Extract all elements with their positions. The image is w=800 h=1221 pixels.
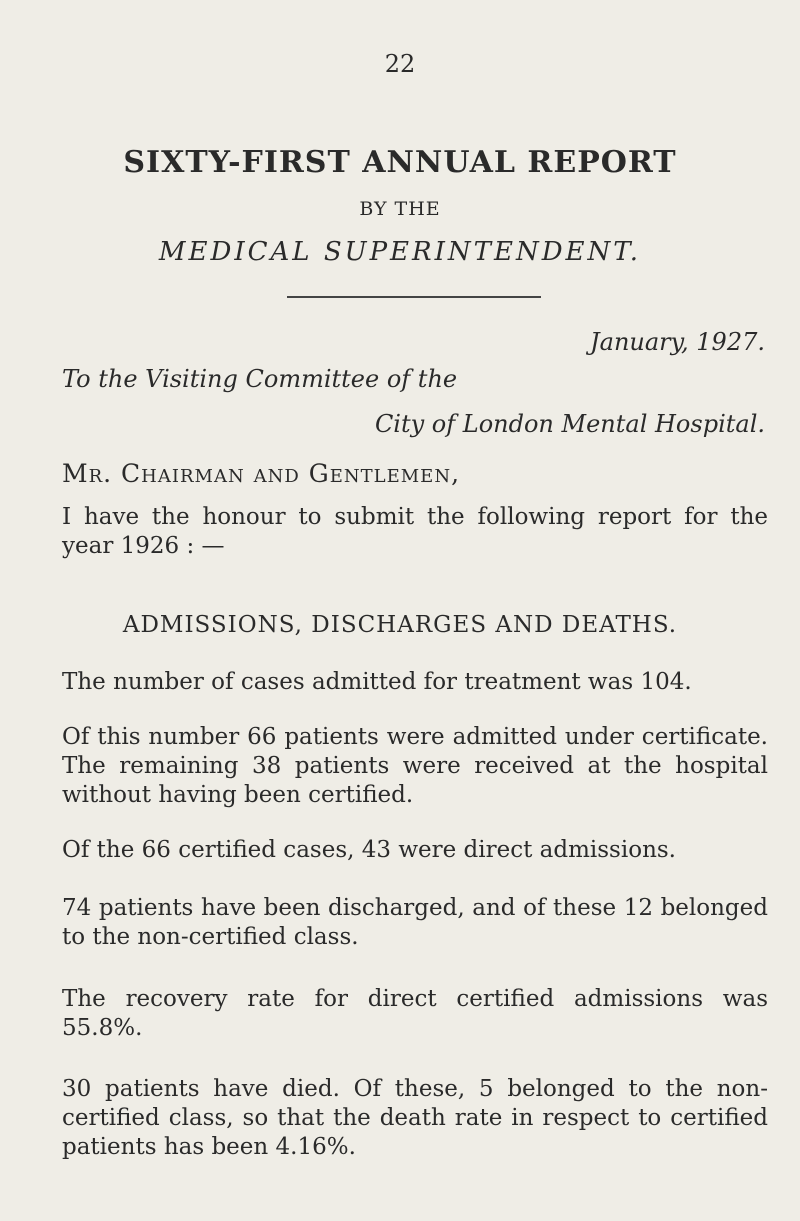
paragraph-certified-split: Of this number 66 patients were admitted under certificate. The remaining 38 patients were received at the hospital without having been certified. bbox=[62, 724, 768, 808]
intro-paragraph: I have the honour to submit the following report for the year 1926 : — bbox=[62, 504, 768, 559]
report-title: SIXTY-FIRST ANNUAL REPORT bbox=[123, 145, 677, 180]
report-date: January, 1927. bbox=[590, 328, 765, 356]
address-line-2: City of London Mental Hospital. bbox=[374, 410, 765, 438]
salutation: Mr. Chairman and Gentlemen, bbox=[62, 459, 461, 488]
paragraph-admissions-total: The number of cases admitted for treatment was 104. bbox=[62, 669, 692, 695]
section-heading: ADMISSIONS, DISCHARGES AND DEATHS. bbox=[122, 612, 678, 638]
paragraph-direct-admissions: Of the 66 certified cases, 43 were direct admissions. bbox=[62, 837, 676, 863]
report-title-by: BY THE bbox=[359, 198, 441, 220]
paragraph-deaths: 30 patients have died. Of these, 5 belonged to the non-certified class, so that the death rate in respect to certified patients has been 4.16%. bbox=[62, 1076, 768, 1160]
page-number: 22 bbox=[384, 50, 416, 78]
paragraph-discharges: 74 patients have been discharged, and of these 12 belonged to the non-certified class. bbox=[62, 895, 768, 950]
report-author-role: MEDICAL SUPERINTENDENT. bbox=[158, 237, 642, 267]
address-line-1: To the Visiting Committee of the bbox=[62, 365, 458, 393]
paragraph-recovery-rate: The recovery rate for direct certified admissions was 55.8%. bbox=[62, 986, 768, 1041]
decorative-divider bbox=[287, 296, 541, 298]
